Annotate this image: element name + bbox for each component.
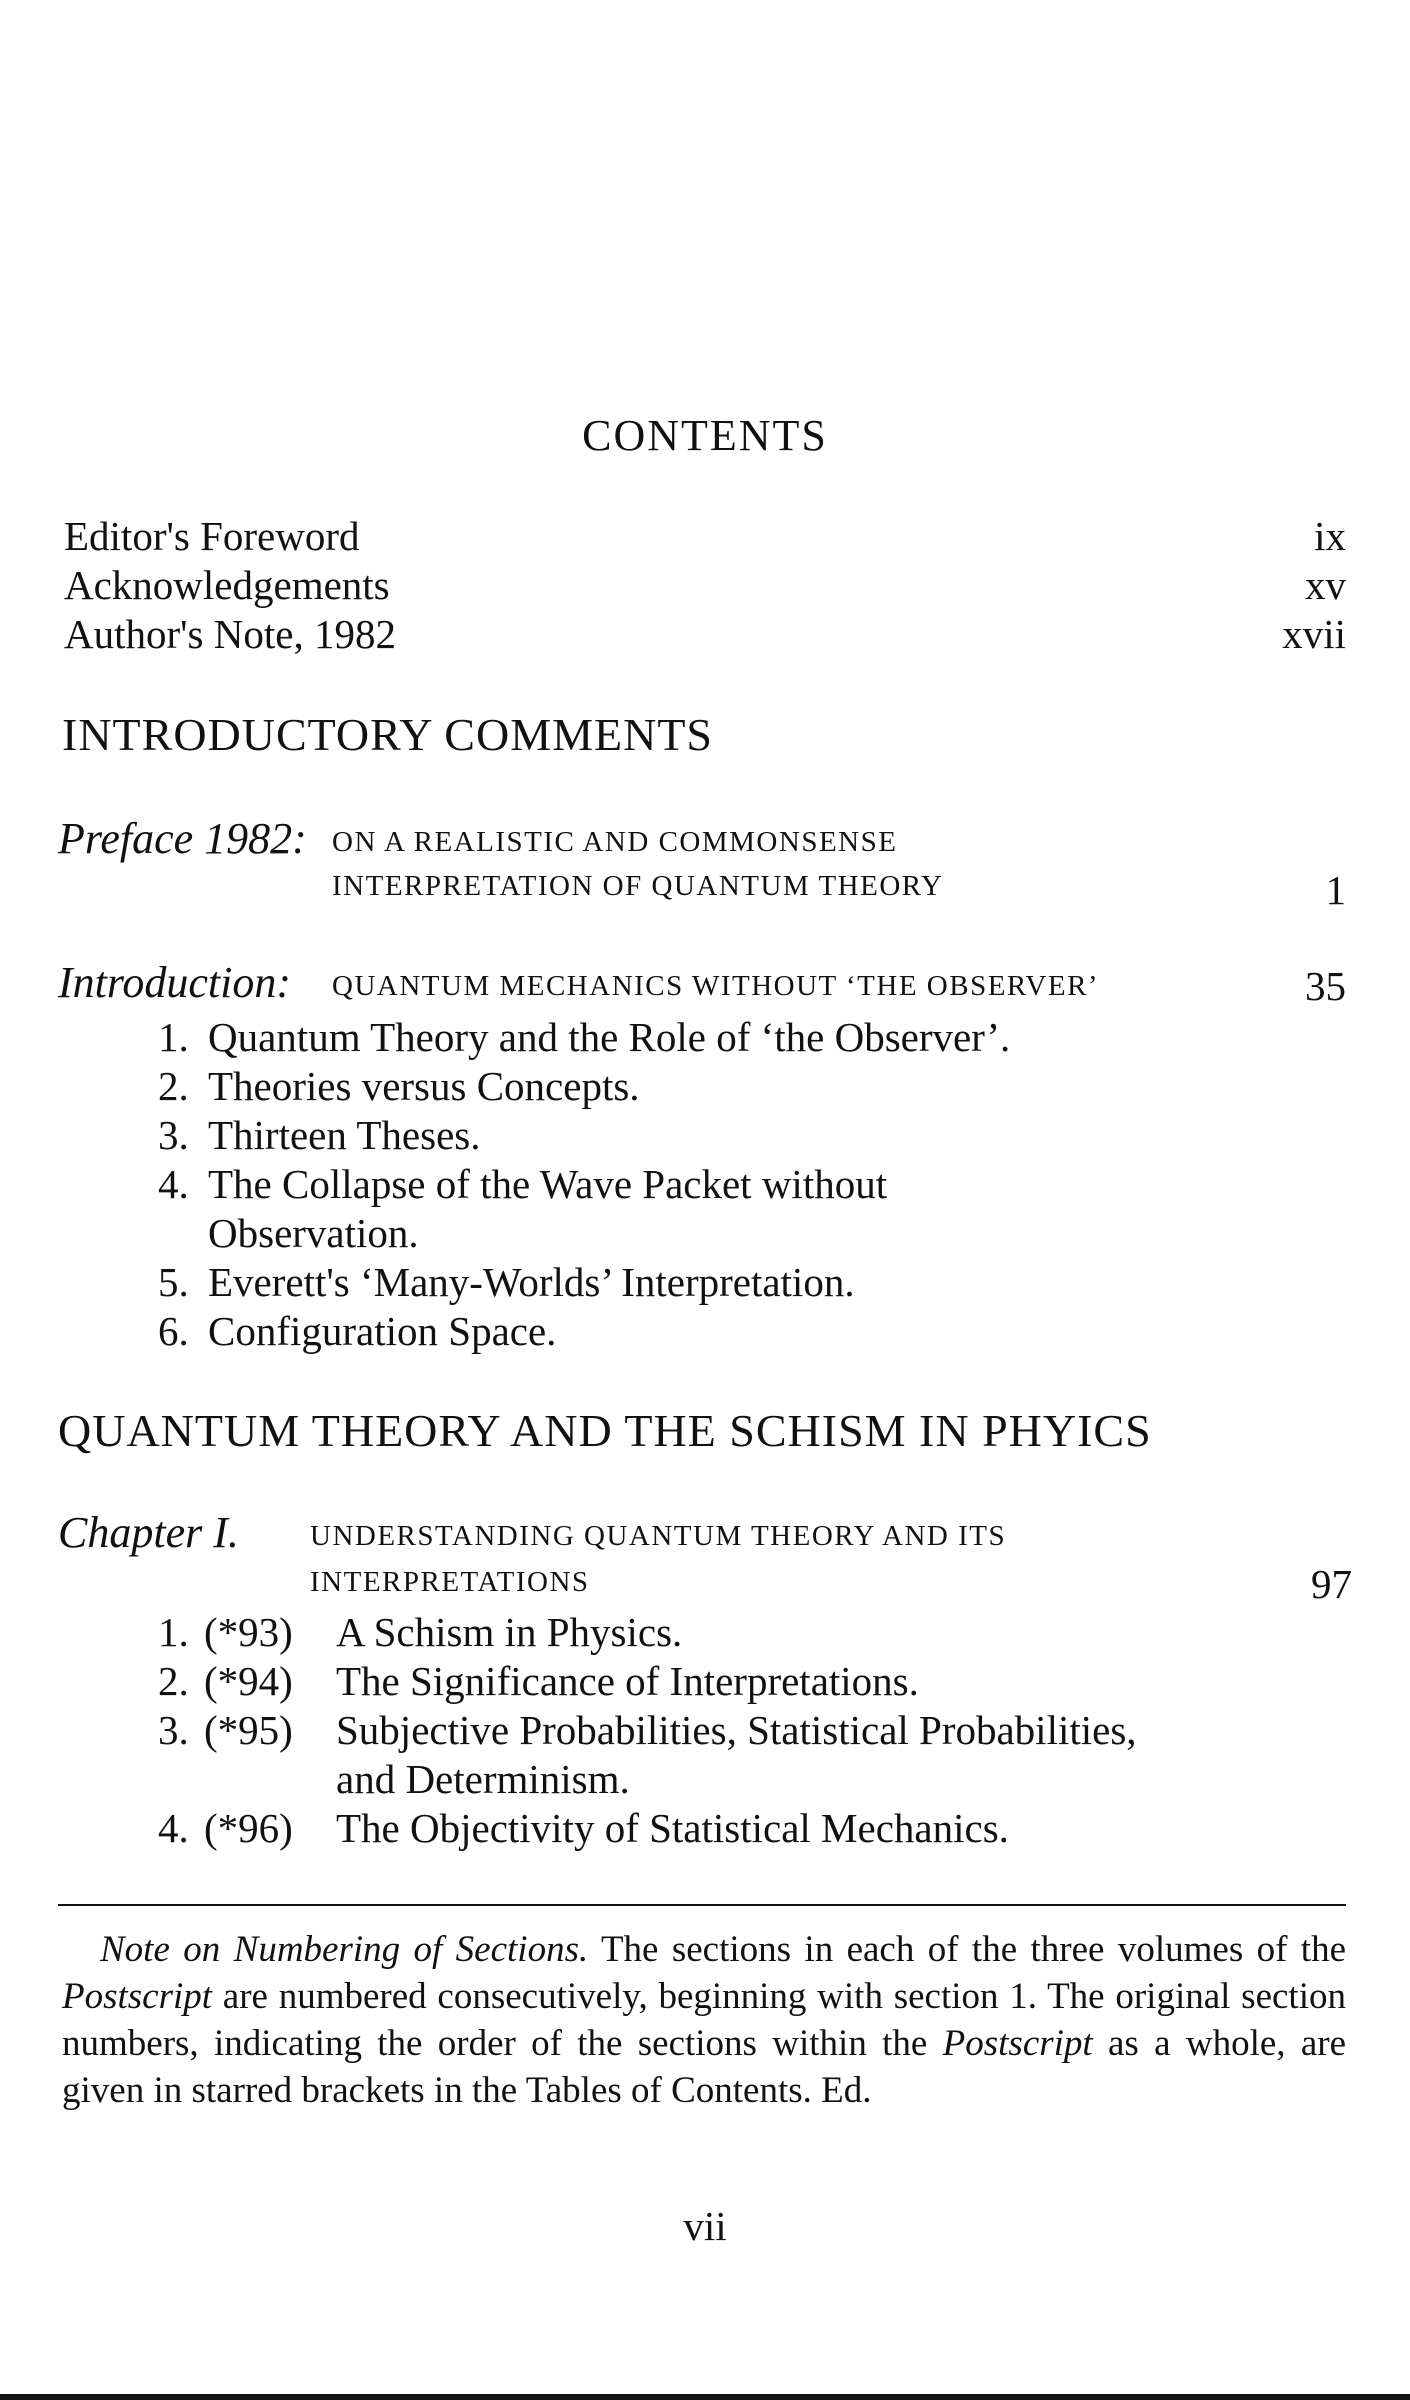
chapter-item-text: The Objectivity of Statistical Mechanics.: [336, 1805, 1009, 1851]
chapter-item-star: (*96): [204, 1805, 293, 1851]
footnote-rule: [58, 1904, 1346, 1906]
section-heading: INTRODUCTORY COMMENTS: [62, 709, 714, 760]
chapter-item-text: Subjective Probabilities, Statistical Probabilities,: [336, 1707, 1137, 1753]
scan-edge: [0, 2394, 1410, 2400]
chapter-item-star: (*94): [204, 1658, 293, 1704]
footnote: [62, 1926, 1346, 2114]
intro-item-text: Quantum Theory and the Role of ‘the Observer’.: [208, 1014, 1011, 1060]
intro-item-text: Thirteen Theses.: [208, 1112, 481, 1158]
intro-item-number: 6.: [158, 1308, 189, 1354]
toc-entry-title: Author's Note, 1982: [64, 611, 396, 657]
chapter-item-text-continued: and Determinism.: [336, 1756, 630, 1802]
intro-item-number: 4.: [158, 1161, 189, 1207]
chapter-item-number: 1.: [158, 1609, 189, 1655]
preface-title-line2: INTERPRETATION OF QUANTUM THEORY: [332, 870, 944, 902]
footnote-text: as a whole, are given in starred brackets in the Tables of Contents. Ed.: [62, 2023, 1347, 2111]
introduction-title: QUANTUM MECHANICS WITHOUT ‘THE OBSERVER’: [332, 970, 1100, 1002]
page-number: vii: [683, 2203, 727, 2249]
intro-item-number: 3.: [158, 1112, 189, 1158]
preface-label: Preface 1982:: [58, 814, 307, 863]
intro-item-text: Configuration Space.: [208, 1308, 557, 1354]
intro-item-text: Everett's ‘Many-Worlds’ Interpretation.: [208, 1259, 855, 1305]
chapter-item-star: (*95): [204, 1707, 293, 1753]
section-heading: QUANTUM THEORY AND THE SCHISM IN PHYICS: [58, 1405, 1152, 1456]
footnote-text: The sections in each of the three volumes of the: [588, 1929, 1346, 1970]
intro-item-number: 1.: [158, 1014, 189, 1060]
chapter-page: 97: [1311, 1561, 1352, 1607]
toc-entry-title: Acknowledgements: [64, 562, 390, 608]
toc-entry-page: ix: [1314, 513, 1346, 559]
preface-title-line1: ON A REALISTIC AND COMMONSENSE: [332, 826, 898, 858]
chapter-title-line1: UNDERSTANDING QUANTUM THEORY AND ITS: [310, 1520, 1007, 1552]
toc-entry-page: xvii: [1282, 611, 1346, 657]
intro-item-number: 5.: [158, 1259, 189, 1305]
chapter-item-text: A Schism in Physics.: [336, 1609, 683, 1655]
footnote-emphasis: Postscript: [62, 1976, 213, 2017]
introduction-page: 35: [1305, 963, 1346, 1009]
chapter-item-number: 3.: [158, 1707, 189, 1753]
toc-entry-title: Editor's Foreword: [64, 513, 360, 559]
intro-item-text: The Collapse of the Wave Packet without: [208, 1161, 888, 1207]
toc-entry-page: xv: [1305, 562, 1346, 608]
footnote-text: are numbered consecutively, beginning with section 1. The original section numbers, indicating the order of the sections within the: [62, 1976, 1346, 2064]
footnote-emphasis: Postscript: [942, 2023, 1093, 2064]
introduction-label: Introduction:: [58, 958, 291, 1007]
chapter-item-number: 2.: [158, 1658, 189, 1704]
intro-item-text-continued: Observation.: [208, 1210, 419, 1256]
contents-title: CONTENTS: [582, 411, 828, 460]
intro-item-number: 2.: [158, 1063, 189, 1109]
chapter-item-star: (*93): [204, 1609, 293, 1655]
chapter-item-number: 4.: [158, 1805, 189, 1851]
chapter-label: Chapter I.: [58, 1508, 239, 1557]
chapter-item-text: The Significance of Interpretations.: [336, 1658, 919, 1704]
intro-item-text: Theories versus Concepts.: [208, 1063, 640, 1109]
preface-page: 1: [1325, 867, 1346, 913]
chapter-title-line2: INTERPRETATIONS: [310, 1566, 590, 1598]
footnote-lead: Note on Numbering of Sections.: [100, 1929, 589, 1970]
